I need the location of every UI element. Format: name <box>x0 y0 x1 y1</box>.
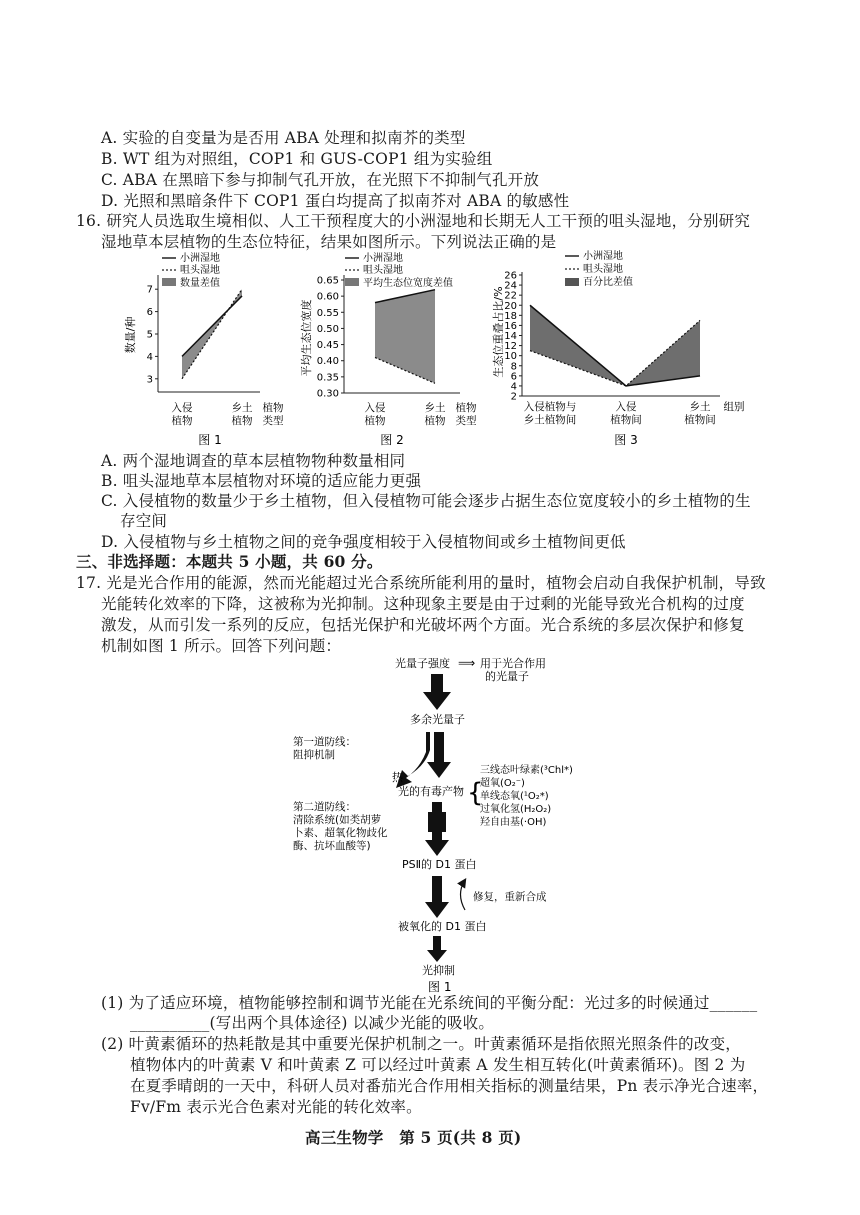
legend-label-xiaozhou: 小洲湿地 <box>180 253 220 264</box>
down-arrow-icon <box>425 876 449 918</box>
difference-band <box>375 290 435 384</box>
y-tick-label: 4 <box>510 381 517 393</box>
q17-sub1-line1: (1) 为了适应环境，植物能够控制和调节光能在光系统间的平衡分配：光过多的时候通过______ <box>101 994 758 1012</box>
figure-1-chart <box>120 250 295 450</box>
y-tick-label: 0.30 <box>316 388 339 400</box>
x-tick-mixed-2: 乡土植物间 <box>523 414 577 426</box>
flow-used-photons-2: 的光量子 <box>485 670 529 683</box>
x-tick-native-2: 植物间 <box>684 414 716 426</box>
x-tick-invasive-1: 入侵 <box>615 401 637 413</box>
q17-sub2-line2: 植物体内的叶黄素 V 和叶黄素 Z 可以经过叶黄素 A 发生相互转化(叶黄素循环)。图 2 为 <box>130 1056 746 1074</box>
second-defense-desc-3: 酶、抗坏血酸等) <box>293 840 371 852</box>
q17-para-line3: 激发，从而引发一系列的反应，包括光保护和光破坏两个方面。光合系统的多层次保护和修复 <box>101 616 745 634</box>
down-arrow-icon <box>427 936 447 962</box>
x-tick-native-1: 乡土 <box>231 402 253 414</box>
photoprotection-flow-diagram <box>280 654 600 994</box>
q17-sub2-line1: (2) 叶黄素循环的热耗散是其中重要光保护机制之一。叶黄素循环是指依照光照条件的改变， <box>101 1035 741 1053</box>
flow-toxic-products: 光的有毒产物 <box>398 785 464 798</box>
x-tick-native-1: 乡土 <box>424 402 446 414</box>
y-tick-label: 26 <box>504 270 517 282</box>
legend-label-jutou: 咀头湿地 <box>180 265 220 276</box>
toxic-branch-arrow-icon <box>427 732 451 778</box>
y-tick-label: 24 <box>504 280 517 292</box>
legend-swatch-diff <box>565 278 579 286</box>
flow-photoinhibition: 光抑制 <box>422 964 455 977</box>
legend-label-xiaozhou: 小洲湿地 <box>583 251 623 262</box>
figure-2-caption: 图 2 <box>380 433 404 447</box>
second-defense-desc-1: 清除系统(如类胡萝 <box>293 814 382 826</box>
second-defense-desc-2: 卜素、超氧化物歧化 <box>293 827 388 839</box>
x-tick-native-1: 乡土 <box>689 401 711 413</box>
legend-swatch-diff <box>162 278 176 286</box>
toxic-item-1: 三线态叶绿素(³Chl*) <box>480 765 573 776</box>
x-tick-mixed-1: 入侵植物与 <box>523 401 577 413</box>
legend-label-jutou: 咀头湿地 <box>583 264 623 275</box>
y-tick-label: 0.60 <box>316 291 339 303</box>
q17-para-line2: 光能转化效率的下降，这被称为光抑制。这种现象主要是由于过剩的光能导致光合机构的过度 <box>101 595 745 613</box>
q17-sub2-line3: 在夏季晴朗的一天中，科研人员对番茄光合作用相关指标的测量结果，Pn 表示净光合速率， <box>130 1077 769 1095</box>
q15-option-d: D. 光照和黑暗条件下 COP1 蛋白均提高了拟南芥对 ABA 的敏感性 <box>101 192 570 210</box>
q16-stem-line2: 湿地草本层植物的生态位特征，结果如图所示。下列说法正确的是 <box>101 233 557 251</box>
figure-3-chart <box>490 250 760 450</box>
flow-repair: 修复，重新合成 <box>473 891 547 903</box>
y-tick-label: 10 <box>504 351 517 363</box>
y-tick-label: 0.65 <box>316 275 339 287</box>
y-tick-label: 12 <box>504 341 517 353</box>
flow-used-photons-1: 用于光合作用 <box>480 657 546 670</box>
flow-caption: 图 1 <box>428 980 452 994</box>
x-tick-native-2: 植物 <box>424 415 446 427</box>
q17-para-line1: 17. 光是光合作用的能源，然而光能超过光合系统所能利用的量时，植物会启动自我保护机制，导致 <box>76 574 766 592</box>
toxic-item-5: 羟自由基(·OH) <box>480 817 547 828</box>
figure-1-caption: 图 1 <box>198 433 222 447</box>
flow-excess-photons: 多余光量子 <box>410 713 465 726</box>
x-tick-invasive-2: 植物 <box>364 415 386 427</box>
x-tick-native-2: 植物 <box>231 415 253 427</box>
y-tick-label: 2 <box>510 391 517 403</box>
y-tick-label: 18 <box>504 310 517 322</box>
y-tick-label: 0.55 <box>316 307 339 319</box>
flow-oxidized-d1: 被氧化的 D1 蛋白 <box>398 920 487 933</box>
legend-label-jutou: 咀头湿地 <box>363 265 403 276</box>
legend-label-diff: 数量差值 <box>180 278 220 289</box>
first-defense-desc: 阻抑机制 <box>293 749 335 761</box>
series-line-xiaozhou <box>182 296 242 356</box>
y-tick-label: 0.35 <box>316 372 339 384</box>
q16-option-b: B. 咀头湿地草本层植物对环境的适应能力更强 <box>101 472 422 490</box>
double-arrow-icon: ⟹ <box>458 656 476 670</box>
y-tick-label: 5 <box>146 329 153 341</box>
q16-option-c-line2: 存空间 <box>120 512 168 530</box>
q16-stem-line1: 16. 研究人员选取生境相似、人工干预程度大的小洲湿地和长期无人工干预的咀头湿地，分别研究 <box>76 212 751 230</box>
y-tick-label: 0.50 <box>316 323 339 335</box>
x-axis-label-1: 植物 <box>262 402 284 414</box>
toxic-item-4: 过氧化氢(H₂O₂) <box>480 804 552 815</box>
y-tick-label: 7 <box>146 284 153 296</box>
q17-sub1-line2: __________(写出两个具体途径) 以减少光能的吸收。 <box>130 1014 495 1032</box>
x-tick-invasive-1: 入侵 <box>364 402 386 414</box>
q15-option-c: C. ABA 在黑暗下参与抑制气孔开放，在光照下不抑制气孔开放 <box>101 171 540 189</box>
flow-d1-protein: PSⅡ的 D1 蛋白 <box>402 858 477 871</box>
x-axis-label-1: 植物 <box>455 402 477 414</box>
y-tick-label: 3 <box>146 374 153 386</box>
x-axis-label-2: 类型 <box>455 415 477 427</box>
x-axis-label: 组别 <box>723 401 745 413</box>
y-axis-label: 平均生态位宽度 <box>300 299 313 377</box>
toxic-item-3: 单线态氧(¹O₂*) <box>480 791 549 802</box>
y-tick-label: 4 <box>146 351 153 363</box>
block-icon <box>428 812 446 832</box>
y-tick-label: 16 <box>504 320 517 332</box>
legend-swatch-diff <box>345 278 359 286</box>
x-tick-invasive-2: 植物 <box>171 415 193 427</box>
legend-label-diff: 百分比差值 <box>583 277 633 288</box>
q16-option-a: A. 两个湿地调查的草本层植物物种数量相同 <box>101 452 406 470</box>
y-axis-label: 生态位重叠占比/% <box>492 286 505 378</box>
q17-para-line4: 机制如图 1 所示。回答下列问题： <box>101 637 342 655</box>
repair-arrow-icon <box>461 880 466 910</box>
q15-option-b: B. WT 组为对照组，COP1 和 GUS-COP1 组为实验组 <box>101 150 493 168</box>
y-tick-label: 0.40 <box>316 356 339 368</box>
section-heading: 三、非选择题：本题共 5 小题，共 60 分。 <box>76 552 383 571</box>
first-defense-title: 第一道防线： <box>293 736 356 748</box>
y-axis-label: 数量/种 <box>124 316 137 354</box>
q16-option-c-line1: C. 入侵植物的数量少于乡土植物，但入侵植物可能会逐步占据生态位宽度较小的乡土植物的生 <box>101 492 751 510</box>
flow-heat: 热 <box>392 771 403 784</box>
x-tick-invasive-2: 植物间 <box>610 414 642 426</box>
q17-sub2-line4: Fv/Fm 表示光合色素对光能的转化效率。 <box>130 1098 422 1116</box>
x-axis-label-2: 类型 <box>262 415 284 427</box>
page-footer: 高三生物学 第 5 页(共 8 页) <box>305 1128 522 1147</box>
second-defense-title: 第二道防线： <box>293 801 356 813</box>
y-tick-label: 6 <box>510 371 517 383</box>
flow-light-intensity: 光量子强度 <box>395 657 450 670</box>
difference-band <box>530 305 700 386</box>
brace-icon: { <box>467 778 484 808</box>
legend-label-diff: 平均生态位宽度差值 <box>363 278 453 289</box>
y-tick-label: 20 <box>504 300 517 312</box>
y-tick-label: 0.45 <box>316 340 339 352</box>
x-tick-invasive-1: 入侵 <box>171 402 193 414</box>
y-tick-label: 8 <box>510 361 517 373</box>
q15-option-a: A. 实验的自变量为是否用 ABA 处理和拟南芥的类型 <box>101 129 466 147</box>
figure-2-chart <box>300 250 490 450</box>
legend-label-xiaozhou: 小洲湿地 <box>363 253 403 264</box>
y-tick-label: 22 <box>504 290 517 302</box>
figure-3-caption: 图 3 <box>614 433 638 447</box>
toxic-item-2: 超氧(O₂⁻) <box>480 778 525 789</box>
down-arrow-icon <box>423 674 451 710</box>
y-tick-label: 6 <box>146 307 153 319</box>
q16-option-d: D. 入侵植物与乡土植物之间的竞争强度相较于入侵植物间或乡土植物间更低 <box>101 533 626 551</box>
y-tick-label: 14 <box>504 331 517 342</box>
